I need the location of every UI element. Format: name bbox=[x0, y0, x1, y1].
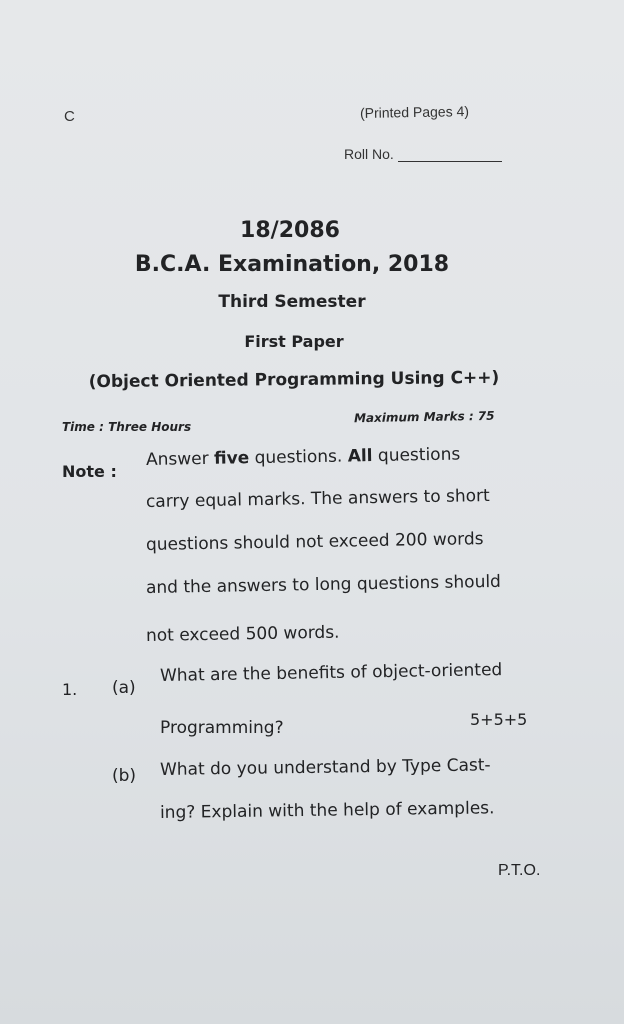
series-code: C bbox=[64, 108, 75, 125]
semester: Third Semester bbox=[218, 292, 366, 312]
question-part-text: What do you understand by Type Cast- bbox=[159, 755, 491, 780]
exam-title: B.C.A. Examination, 2018 bbox=[134, 252, 450, 277]
note-label: Note : bbox=[62, 462, 117, 481]
note-emphasis: five bbox=[213, 448, 250, 469]
roll-number-label: Roll No. bbox=[344, 146, 394, 162]
note-text: questions bbox=[372, 444, 461, 467]
note-emphasis: All bbox=[347, 446, 373, 467]
note-line-5: not exceed 500 words. bbox=[145, 622, 340, 646]
question-part-text: What are the benefits of object-oriented bbox=[159, 660, 503, 686]
question-part-label: (a) bbox=[112, 678, 136, 698]
note-line-1 bbox=[146, 445, 461, 470]
note-text: Answer bbox=[145, 448, 215, 470]
note-line-4: and the answers to long questions should bbox=[145, 571, 502, 598]
paper-name: First Paper bbox=[244, 332, 344, 351]
subject-title: (Object Oriented Programming Using C++) bbox=[88, 367, 500, 393]
question-marks: 5+5+5 bbox=[470, 710, 528, 729]
note-text: questions. bbox=[249, 446, 348, 469]
paper-code: 18/2086 bbox=[240, 218, 340, 243]
question-part-text: ing? Explain with the help of examples. bbox=[159, 798, 495, 823]
question-part-text: Programming? bbox=[160, 718, 284, 738]
note-line-3: questions should not exceed 200 words bbox=[145, 529, 484, 555]
roll-number-field bbox=[344, 146, 502, 162]
roll-number-blank-line bbox=[398, 151, 502, 162]
question-part-label: (b) bbox=[112, 766, 137, 786]
question-number: 1. bbox=[62, 680, 78, 699]
note-line-2: carry equal marks. The answers to short bbox=[145, 486, 490, 512]
please-turn-over: P.T.O. bbox=[498, 862, 541, 879]
time-allowed: Time : Three Hours bbox=[62, 420, 192, 434]
maximum-marks: Maximum Marks : 75 bbox=[353, 408, 495, 426]
printed-pages: (Printed Pages 4) bbox=[359, 103, 470, 121]
